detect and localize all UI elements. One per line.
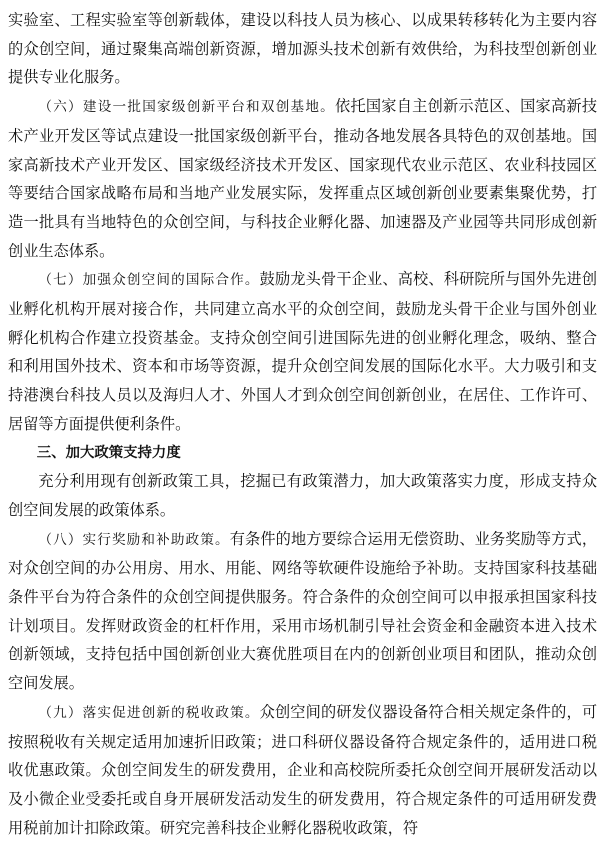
- item-9-body: 众创空间的研发仪器设备符合相关规定条件的，可按照税收有关规定适用加速折旧政策；进口科研仪器设备符合规定条件的，适用进口税收优惠政策。众创空间发生的研发费用，企业和高校院所委托众创空间开展研发活动以及小微企业受委托或自身开展研发活动发生的研发费用，符合规定条件的可适用研发费用税前加计扣除政策。研究完善科技企业孵化器税收政策，符: [8, 702, 598, 837]
- item-8-paragraph: [8, 525, 597, 698]
- section-3-intro: 充分利用现有创新政策工具，挖掘已有政策潜力，加大政策落实力度，形成支持众创空间发展的政策体系。: [8, 472, 597, 519]
- item-8-body: 有条件的地方要综合运用无偿资助、业务奖励等方式，对众创空间的办公用房、用水、用能、网络等软硬件设施给予补助。支持国家科技基础条件平台为符合条件的众创空间提供服务。符合条件的众创空间可以申报承担国家科技计划项目。发挥财政资金的杠杆作用，采用市场机制引导社会资金和金融资本进入技术创新领域，支持包括中国创新创业大赛优胜项目在内的创新创业项目和团队，推动众创空间发展。: [8, 529, 598, 693]
- item-6-body: 依托国家自主创新示范区、国家高新技术产业开发区等试点建设一批国家级创新平台，推动各地发展各具特色的双创基地。国家高新技术产业开发区、国家级经济技术开发区、国家现代农业示范区、农业科技园区等要结合国家战略布局和当地产业发展实际，发挥重点区域创新创业要素集聚优势，打造一批具有当地特色的众创空间，与科技企业孵化器、加速器及产业园等共同形成创新创业生态体系。: [8, 97, 598, 260]
- section-3-heading: 三、加大政策支持力度: [36, 444, 181, 461]
- item-7-paragraph: [8, 265, 597, 438]
- item-6-paragraph: [8, 92, 597, 265]
- item-9-label: （九）落实促进创新的税收政策。: [38, 704, 260, 721]
- intro-paragraph: 实验室、工程实验室等创新载体，建设以科技人员为核心、以成果转移转化为主要内容的众创空间，通过聚集高端创新资源，增加源头技术创新有效供给，为科技型创新创业提供专业化服务。: [8, 11, 597, 87]
- item-7-body: 鼓励龙头骨干企业、高校、科研院所与国外先进创业孵化机构开展对接合作，共同建立高水平的众创空间，鼓励龙头骨干企业与国外创业孵化机构合作建立投资基金。支持众创空间引进国际先进的创业孵化理念，吸纳、整合和利用国外技术、资本和市场等资源，提升众创空间发展的国际化水平。大力吸引和支持港澳台科技人员以及海归人才、外国人才到众创空间创新创业，在居住、工作许可、居留等方面提供便利条件。: [8, 270, 598, 433]
- item-8-label: （八）实行奖励和补助政策。: [38, 531, 230, 548]
- item-7-label: （七）加强众创空间的国际合作。: [38, 272, 260, 289]
- item-6-label: （六）建设一批国家级创新平台和双创基地。: [38, 99, 336, 116]
- item-9-paragraph: [8, 698, 597, 843]
